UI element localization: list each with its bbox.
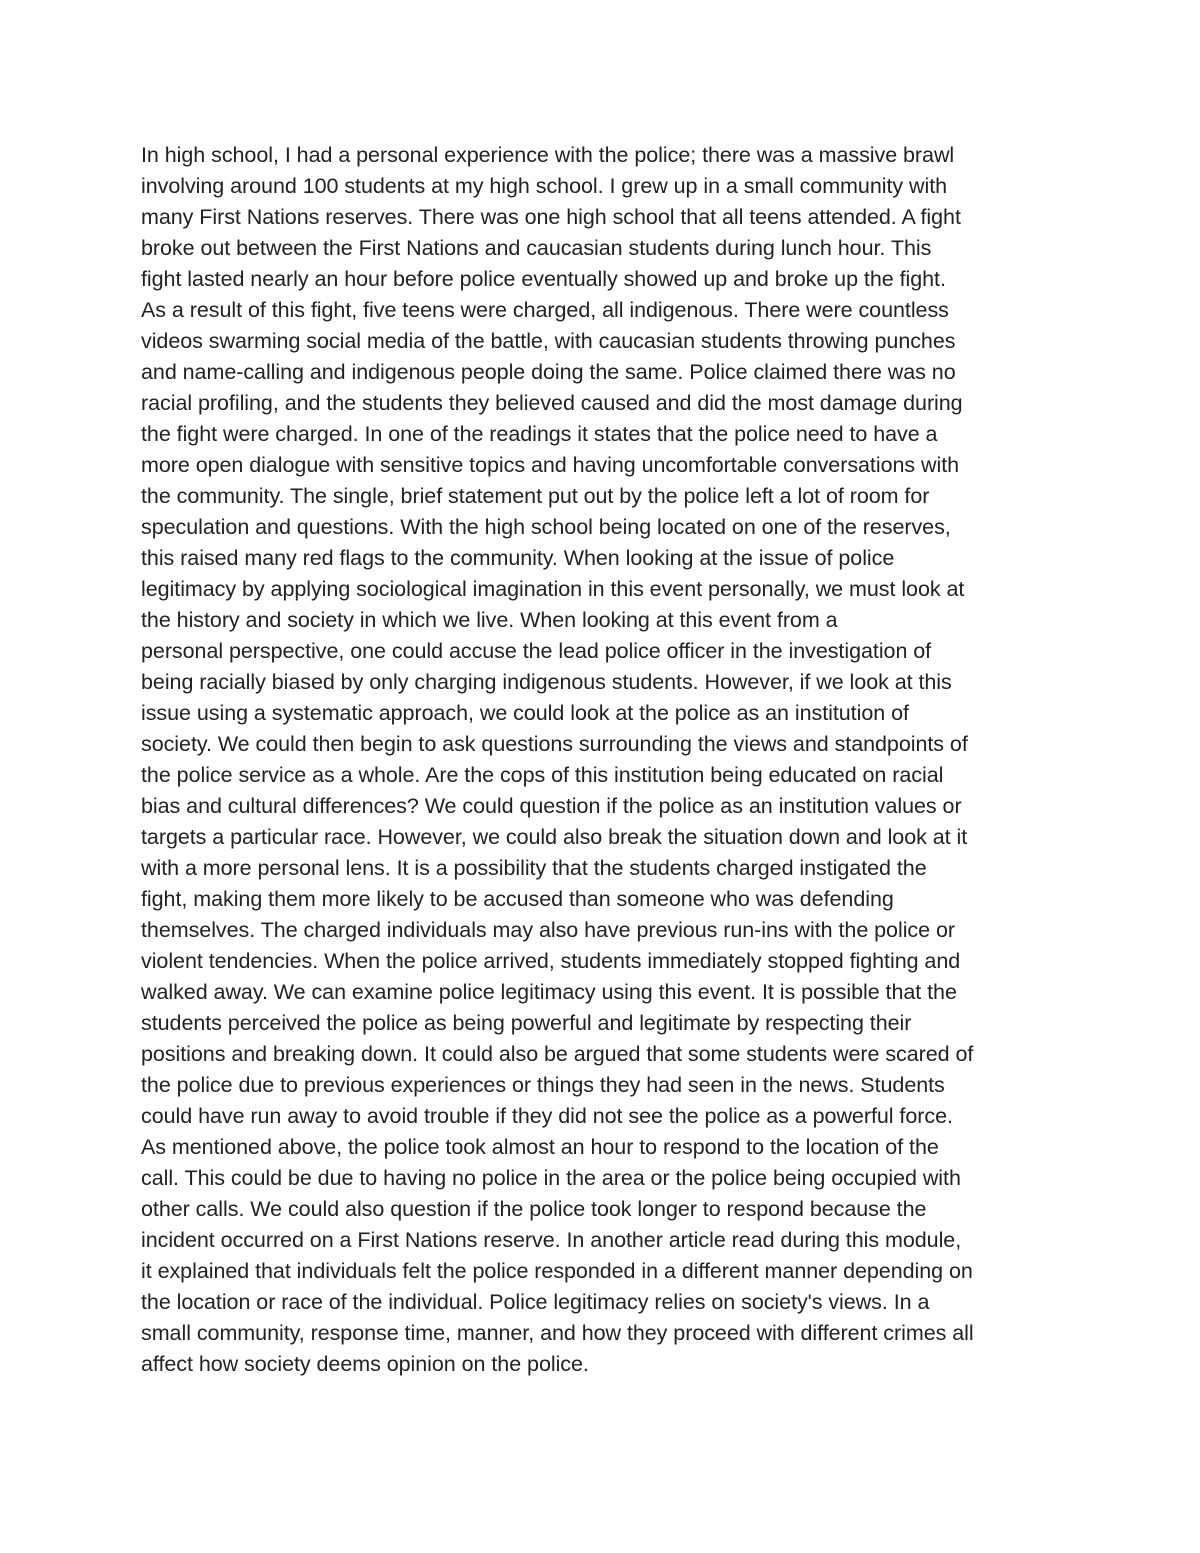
paragraph-line: broke out between the First Nations and caucasian students during lunch hour. This	[141, 236, 932, 260]
paragraph-line: and name-calling and indigenous people doing the same. Police claimed there was no	[141, 360, 956, 384]
paragraph-line: bias and cultural differences? We could question if the police as an institution values or	[141, 794, 962, 818]
paragraph-line: the history and society in which we live. When looking at this event from a	[141, 608, 838, 632]
paragraph-line: could have run away to avoid trouble if they did not see the police as a powerful force.	[141, 1104, 953, 1128]
paragraph-line: other calls. We could also question if the police took longer to respond because the	[141, 1197, 927, 1221]
paragraph-line: the police due to previous experiences or things they had seen in the news. Students	[141, 1073, 945, 1097]
paragraph-line: targets a particular race. However, we could also break the situation down and look at it	[141, 825, 968, 849]
paragraph-line: speculation and questions. With the high school being located on one of the reserves,	[141, 515, 951, 539]
paragraph-line: the fight were charged. In one of the readings it states that the police need to have a	[141, 422, 938, 446]
paragraph-line: personal perspective, one could accuse the lead police officer in the investigation of	[141, 639, 932, 663]
paragraph-line: affect how society deems opinion on the police.	[141, 1352, 589, 1376]
paragraph-line: As mentioned above, the police took almost an hour to respond to the location of the	[141, 1135, 939, 1159]
paragraph-line: racial profiling, and the students they believed caused and did the most damage during	[141, 391, 963, 415]
paragraph-line: this raised many red flags to the community. When looking at the issue of police	[141, 546, 895, 570]
paragraph-line: call. This could be due to having no police in the area or the police being occupied with	[141, 1166, 961, 1190]
paragraph-line: incident occurred on a First Nations reserve. In another article read during this module,	[141, 1228, 962, 1252]
paragraph-line: small community, response time, manner, and how they proceed with different crimes all	[141, 1321, 974, 1345]
paragraph-line: fight, making them more likely to be accused than someone who was defending	[141, 887, 894, 911]
paragraph-line: the location or race of the individual. Police legitimacy relies on society's views. In a	[141, 1290, 930, 1314]
paragraph-line: students perceived the police as being powerful and legitimate by respecting their	[141, 1011, 912, 1035]
paragraph-line: many First Nations reserves. There was one high school that all teens attended. A fight	[141, 205, 961, 229]
paragraph-line: themselves. The charged individuals may also have previous run-ins with the police or	[141, 918, 955, 942]
paragraph-line: violent tendencies. When the police arrived, students immediately stopped fighting and	[141, 949, 961, 973]
paragraph-line: it explained that individuals felt the police responded in a different manner depending on	[141, 1259, 973, 1283]
paragraph-line: the police service as a whole. Are the cops of this institution being educated on racial	[141, 763, 944, 787]
paragraph-line: fight lasted nearly an hour before police eventually showed up and broke up the fight.	[141, 267, 946, 291]
paragraph-line: In high school, I had a personal experience with the police; there was a massive brawl	[141, 143, 955, 167]
essay-paragraph	[141, 140, 1081, 1380]
paragraph-line: walked away. We can examine police legitimacy using this event. It is possible that the	[141, 980, 957, 1004]
paragraph-line: being racially biased by only charging indigenous students. However, if we look at this	[141, 670, 952, 694]
paragraph-line: issue using a systematic approach, we could look at the police as an institution of	[141, 701, 909, 725]
paragraph-line: positions and breaking down. It could also be argued that some students were scared of	[141, 1042, 974, 1066]
paragraph-line: more open dialogue with sensitive topics and having uncomfortable conversations with	[141, 453, 960, 477]
paragraph-line: As a result of this fight, five teens were charged, all indigenous. There were countless	[141, 298, 949, 322]
paragraph-line: society. We could then begin to ask questions surrounding the views and standpoints of	[141, 732, 968, 756]
paragraph-line: videos swarming social media of the battle, with caucasian students throwing punches	[141, 329, 956, 353]
paragraph-line: with a more personal lens. It is a possibility that the students charged instigated the	[141, 856, 927, 880]
paragraph-line: legitimacy by applying sociological imagination in this event personally, we must look at	[141, 577, 965, 601]
paragraph-line: involving around 100 students at my high school. I grew up in a small community with	[141, 174, 948, 198]
paragraph-line: the community. The single, brief statement put out by the police left a lot of room for	[141, 484, 930, 508]
